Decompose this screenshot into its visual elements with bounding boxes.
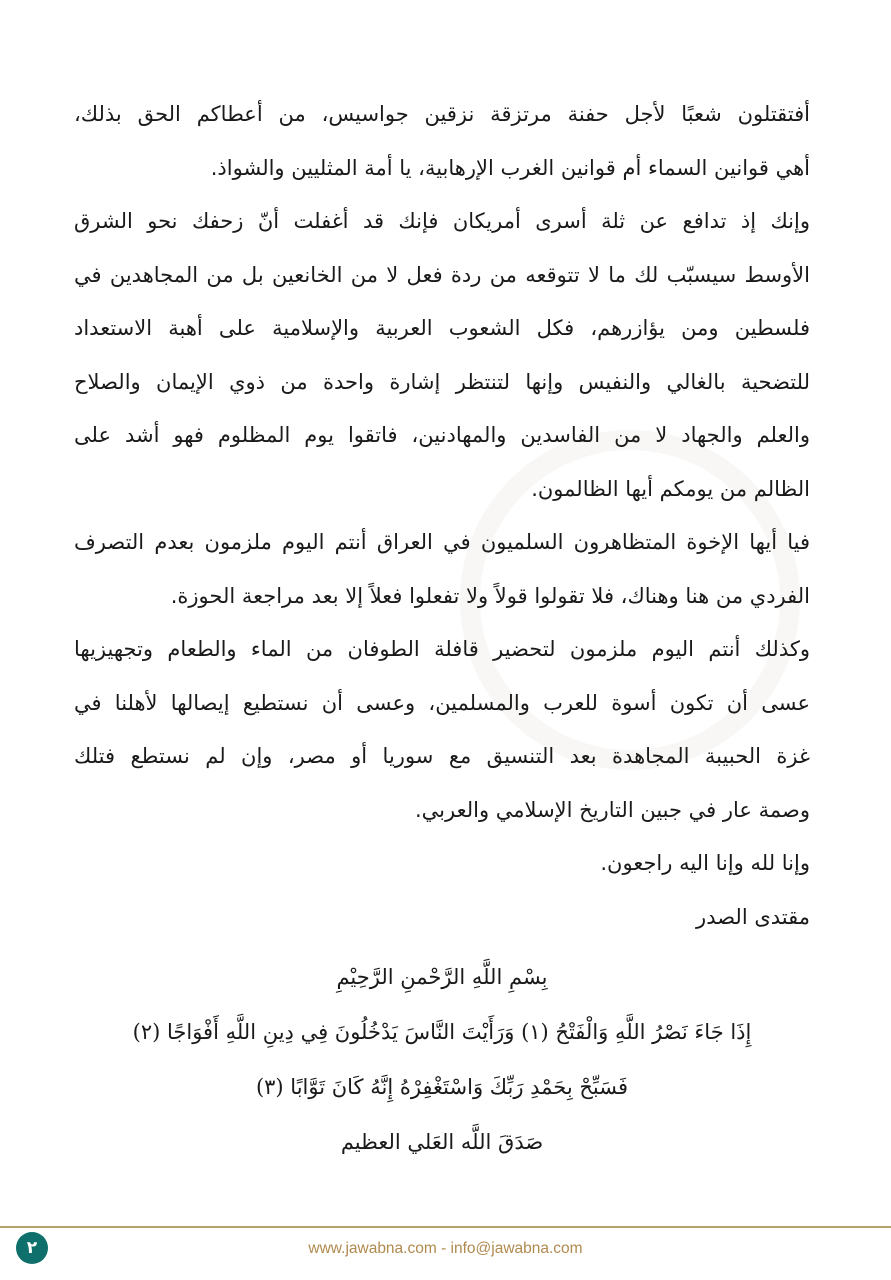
verse-line: إِذَا جَاءَ نَصْرُ اللَّهِ وَالْفَتْحُ (١) وَرَأَيْتَ النَّاسَ يَدْخُلُونَ فِي دِينِ اللَّهِ أَفْوَاجًا (٢)	[132, 1020, 752, 1044]
verse-line: فَسَبِّحْ بِحَمْدِ رَبِّكَ وَاسْتَغْفِرْهُ إِنَّهُ كَانَ تَوَّابًا (٣)	[255, 1075, 629, 1099]
text-line: عسى أن تكون أسوة للعرب والمسلمين، وعسى أن نستطيع إيصالها لأهلنا في	[74, 690, 810, 715]
document-body	[74, 88, 810, 944]
text-line: وإنا لله وإنا اليه راجعون.	[600, 851, 810, 875]
text-line: أفتقتلون شعبًا لأجل حفنة مرتزقة نزقين جواسيس، من أعطاكم الحق بذلك،	[74, 102, 810, 126]
text-line: وصمة عار في جبين التاريخ الإسلامي والعربي.	[415, 797, 810, 822]
text-line: للتضحية بالغالي والنفيس وإنها لتنتظر إشارة واحدة من ذوي الإيمان والصلاح	[74, 369, 810, 394]
text-line: فيا أيها الإخوة المتظاهرون السلميون في العراق أنتم اليوم ملزمون بعدم التصرف	[74, 530, 810, 554]
text-line: غزة الحبيبة المجاهدة بعد التنسيق مع سوريا أو مصر، وإن لم نستطع فتلك	[74, 744, 810, 768]
text-line: الفردي من هنا وهناك، فلا تقولوا قولاً ولا تفعلوا فعلاً إلا بعد مراجعة الحوزة.	[170, 583, 810, 608]
text-line: وكذلك أنتم اليوم ملزمون لتحضير قافلة الطوفان من الماء والطعام وتجهيزيها	[74, 637, 810, 661]
quran-verses	[74, 950, 810, 1170]
signature-name: مقتدى الصدر	[696, 904, 810, 929]
footer-links[interactable]: www.jawabna.com - info@jawabna.com	[308, 1240, 583, 1257]
text-line: والعلم والجهاد لا من الفاسدين والمهادنين، فاتقوا يوم المظلوم فهو أشد على	[74, 423, 810, 447]
text-line: الأوسط سيسبّب لك ما لا تتوقعه من ردة فعل لا من الخانعين بل من المجاهدين في	[74, 262, 810, 287]
footer-divider	[0, 1226, 891, 1228]
text-line: وإنك إذ تدافع عن ثلة أسرى أمريكان فإنك قد أغفلت أنّ زحفك نحو الشرق	[74, 209, 810, 233]
text-line: فلسطين ومن يؤازرهم، فكل الشعوب العربية والإسلامية على أهبة الاستعداد	[74, 316, 810, 340]
text-line: أهي قوانين السماء أم قوانين الغرب الإرهابية، يا أمة المثليين والشواذ.	[210, 155, 810, 180]
basmala: بِسْمِ اللَّهِ الرَّحْمنِ الرَّحِيْمِ	[336, 965, 548, 989]
closing-line: صَدَقَ اللَّه العَلي العظيم	[340, 1130, 544, 1154]
text-line: الظالم من يومكم أيها الظالمون.	[531, 476, 810, 501]
page-number-badge: ٢	[16, 1232, 48, 1264]
